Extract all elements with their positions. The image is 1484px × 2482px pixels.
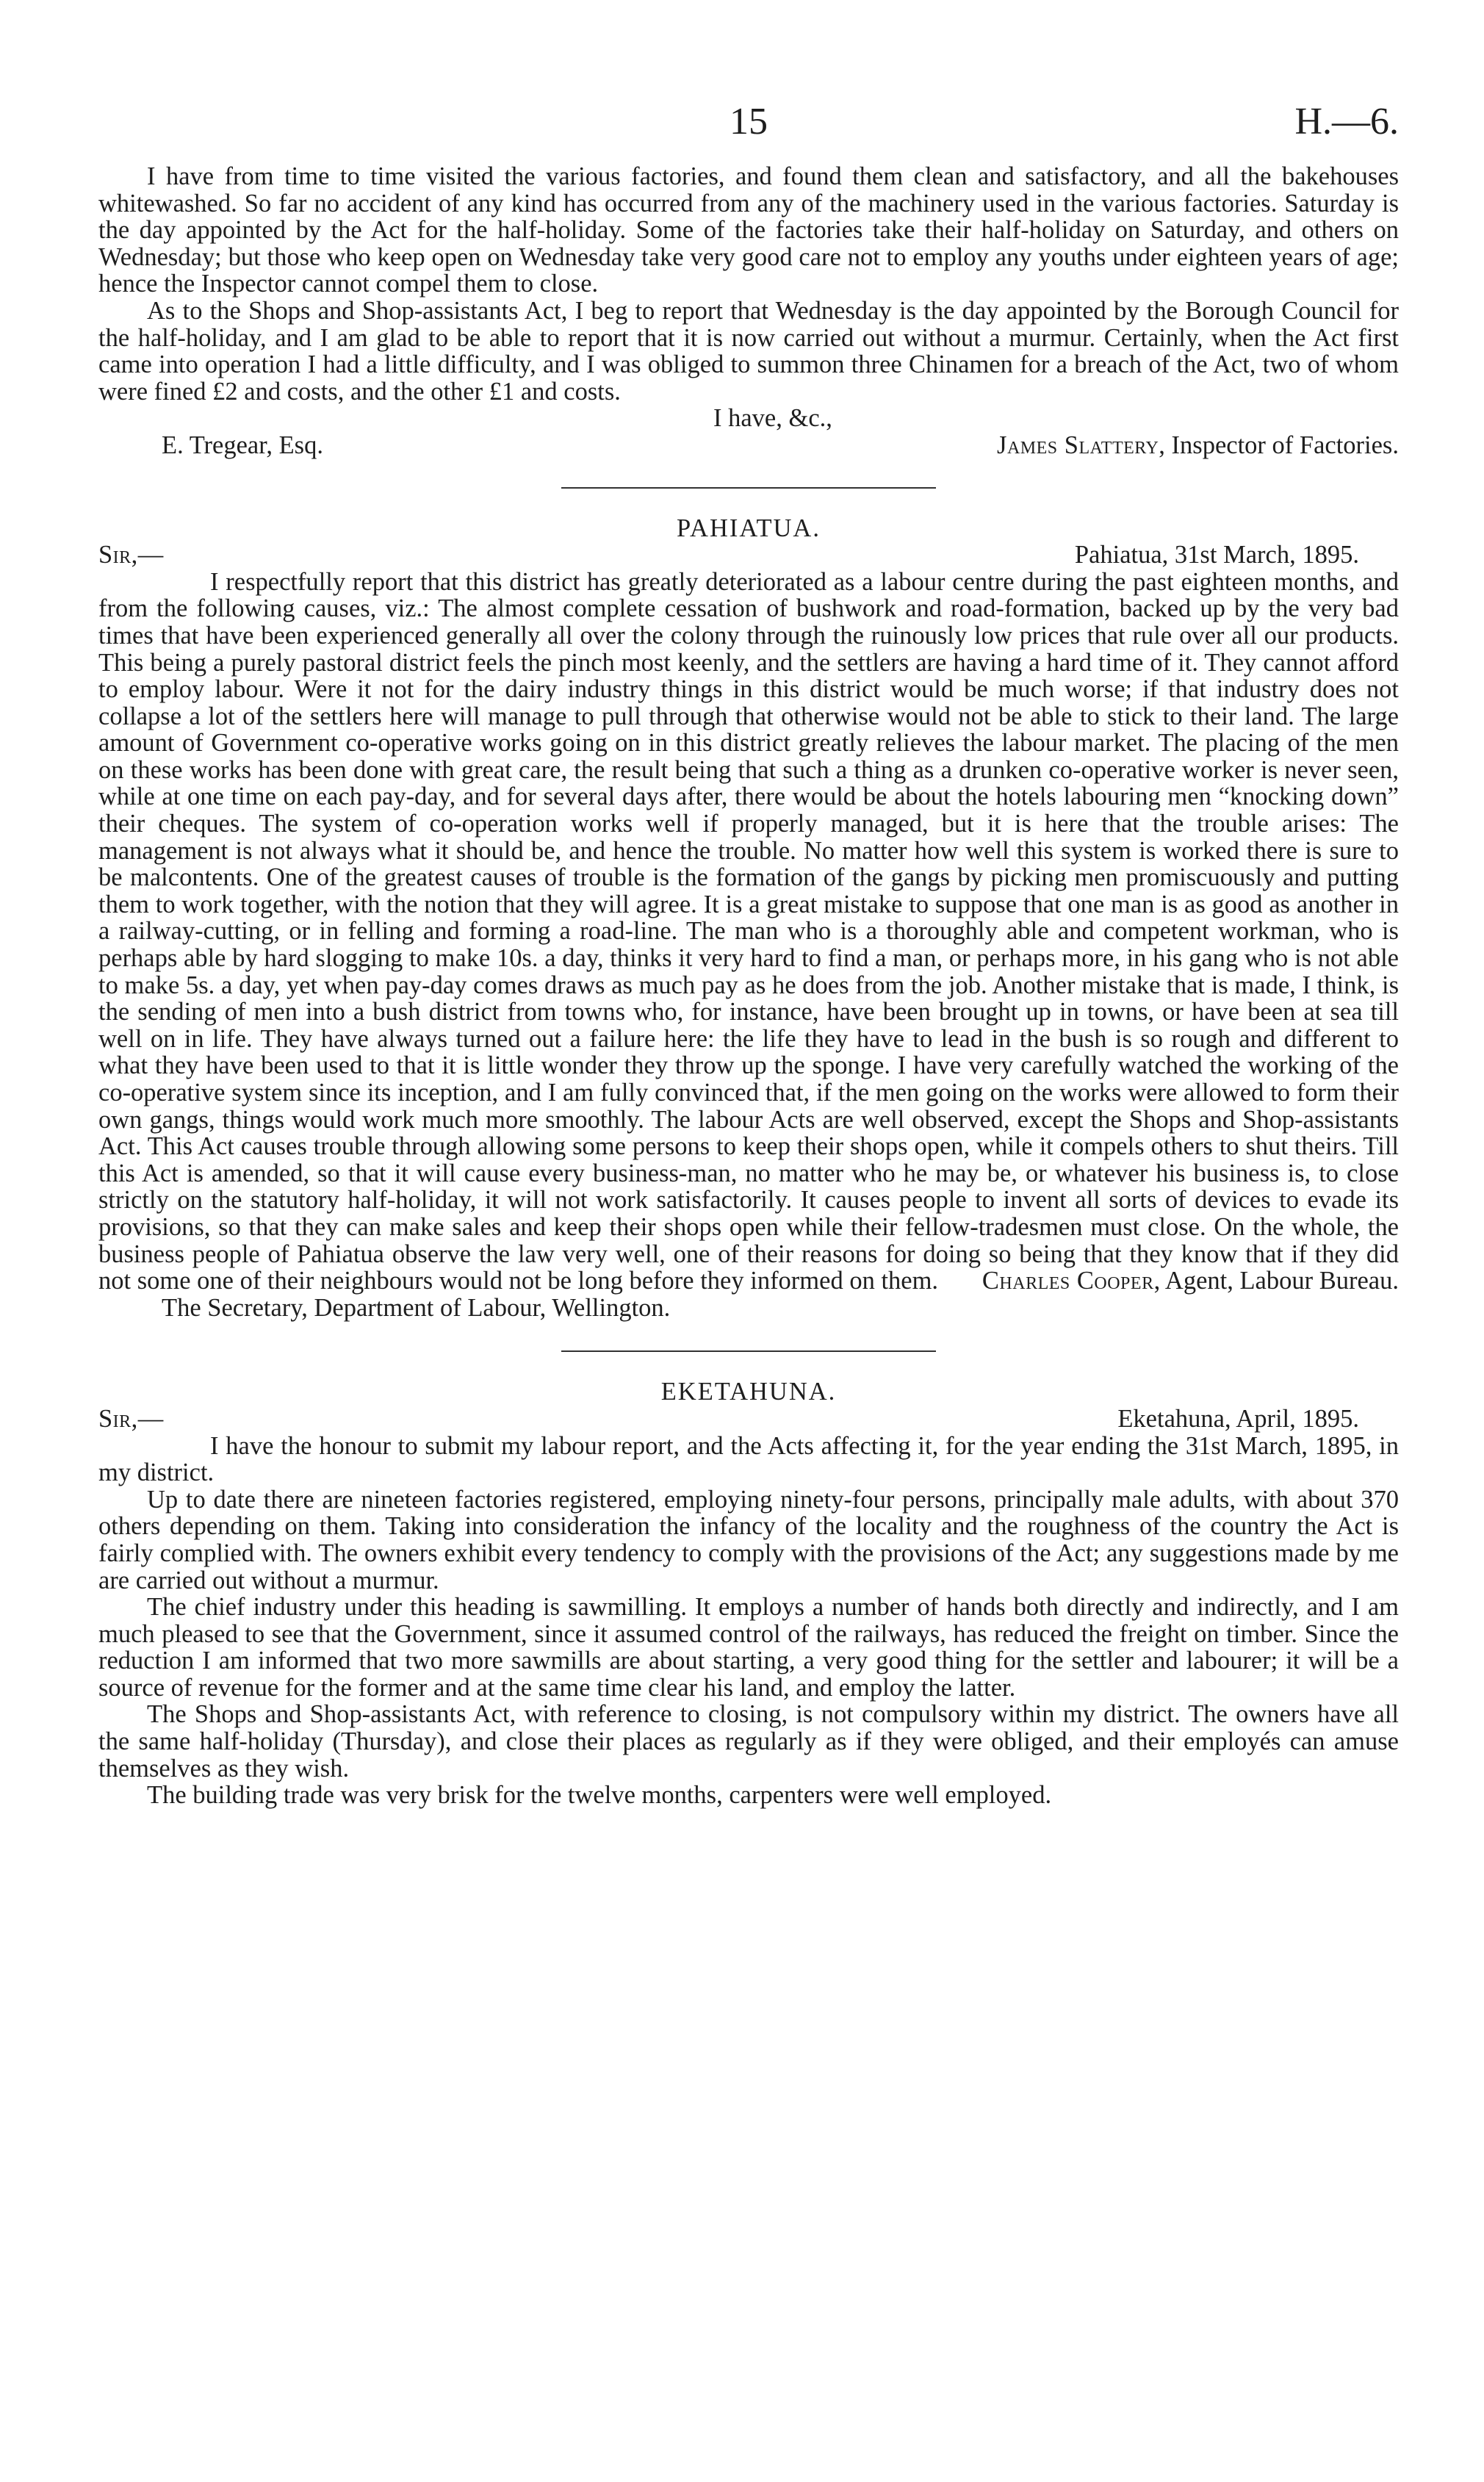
paragraph: I have the honour to submit my labour report, and the Acts affecting it, for the year ending the 31st March, 1895, in my district. xyxy=(98,1431,1399,1487)
letter-body: I respectfully report that this district has greatly deteriorated as a labour centre during the past eighteen months, and from the following causes, viz.: The almost complete cessation of bushwork and road-formation, backed up by the very bad times that have been experienced generally all over the colony through the ruinously low prices that rule over all our products. This being a purely pastoral district feels the pinch most keenly, and the settlers are having a hard time of it. They cannot afford to employ labour. Were it not for the dairy industry things in this district would be much worse; if that industry does not collapse a lot of the settlers here will manage to pull through that otherwise would not be able to stick to their land. The large amount of Government co-operative works going on in this district greatly relieves the labour market. The placing of the men on these works has been done with great care, the result being that such a thing as a drunken co-operative worker is never seen, while at one time on each pay-day, and for several days after, there would be about the hotels labouring men “knocking down” their cheques. The system of co-operation works well if properly managed, but it is here that the trouble arises: The management is not always what it should be, and hence the trouble. No matter how well this system is worked there is sure to be malcontents. One of the greatest causes of trouble is the formation of the gangs by picking men promiscuously and putting them to work together, with the notion that they will agree. It is a great mistake to suppose that one man is as good as another in a railway-cutting, or in felling and forming a road-line. The man who is a thoroughly able and competent workman, who is perhaps able by hard slogging to make 10s. a day, thinks it very hard to find a man, or perhaps more, in his gang who is not able to make 5s. a day, yet when pay-day comes draws as much pay as he does from the job. Another mistake that is made, I think, is the sending of men into a bush district from towns who, for instance, have been brought up in towns, or have been at sea till well on in life. They have always turned out a failure here: the life they have to lead in the bush is so rough and different to what they have been used to that it is little wonder they throw up the sponge. I have very carefully watched the working of the co-operative system since its inception, and I am fully convinced that, if the men going on the works were allowed to form their own gangs, things would work much more smoothly. The labour Acts are well observed, except the Shops and Shop-assistants Act. This Act causes trouble through allowing some persons to keep their shops open, while it compels others to shut theirs. Till this Act is amended, so that it will cause every business-man, no matter who he may be, or whatever his business is, to close strictly on the statutory half-holiday, it will not work satisfactorily. It causes people to invent all sorts of devices to evade its provisions, so that they can make sales and keep their shops open while their fellow-tradesmen must close. On the whole, the business people of Pahiatua observe the law very well, one of their reasons for doing so being that they know that if they did not some one of their neighbours would not be long before they informed on them. xyxy=(98,567,1399,1295)
closing-line xyxy=(98,405,1399,432)
salutation-line xyxy=(98,542,1399,569)
paragraph: As to the Shops and Shop-assistants Act, I beg to report that Wednesday is the day appointed by the Borough Council for the half-holiday, and I am glad to be able to report that it is now carried out without a murmur. Certainly, when the Act first came into operation I had a little difficulty, and I was obliged to summon three Chinamen for a breach of the Act, two of whom were fined £2 and costs, and the other £1 and costs. xyxy=(98,296,1399,406)
place-date: Eketahuna, April, 1895. xyxy=(1117,1404,1359,1433)
page-body xyxy=(98,163,1399,1809)
section-divider xyxy=(561,1350,936,1352)
paragraph: The building trade was very brisk for the twelve months, carpenters were well employed. xyxy=(147,1781,1052,1810)
page-header xyxy=(98,100,1399,144)
page-number: 15 xyxy=(730,101,768,143)
salutation-line xyxy=(98,1406,1399,1433)
section-title: PAHIATUA. xyxy=(677,514,821,542)
eketahuna-section xyxy=(98,1378,1399,1809)
signature-title: , Inspector of Factories. xyxy=(1159,431,1399,459)
paragraph: The Shops and Shop-assistants Act, with reference to closing, is not compulsory within my district. The owners have all the same half-holiday (Thursday), and close their places as regularly as if they were obliged, and their employés can amuse themselves as they wish. xyxy=(98,1700,1399,1783)
addressee: The Secretary, Department of Labour, Wellington. xyxy=(162,1293,671,1322)
signature-name: James Slattery xyxy=(997,431,1159,459)
salutation: Sir,— xyxy=(98,1404,164,1433)
place-date: Pahiatua, 31st March, 1895. xyxy=(1074,541,1359,569)
signature-line xyxy=(98,432,1399,459)
factories-report-section xyxy=(98,163,1399,459)
section-title: EKETAHUNA. xyxy=(660,1378,837,1406)
closing: I have, &c., xyxy=(713,404,832,433)
signature-title: , Agent, Labour Bureau. xyxy=(1153,1267,1399,1295)
signature xyxy=(982,1267,1399,1295)
document-reference: H.—6. xyxy=(1294,101,1399,143)
addressee-line xyxy=(98,1295,1399,1322)
section-divider xyxy=(561,487,936,489)
signature-line xyxy=(98,1267,1399,1295)
paragraph: The chief industry under this heading is sawmilling. It employs a number of hands both directly and indirectly, and I am much pleased to see that the Government, since it assumed control of the railways, has reduced the freight on timber. Since the reduction I am informed that two more sawmills are about starting, a very good thing for the settler and labourer; it will be a source of revenue for the former and at the same time clear his land, and employ the latter. xyxy=(98,1593,1399,1702)
addressee: E. Tregear, Esq. xyxy=(162,431,323,459)
salutation: Sir,— xyxy=(98,541,164,569)
signature xyxy=(997,432,1399,459)
signature-name: Charles Cooper xyxy=(981,1267,1154,1295)
paragraph: Up to date there are nineteen factories registered, employing ninety-four persons, principally male adults, with about 370 others depending on them. Taking into consideration the infancy of the locality and the roughness of the country the Act is fairly complied with. The owners exhibit every tendency to comply with the provisions of the Act; any suggestions made by me are carried out without a murmur. xyxy=(98,1485,1399,1594)
paragraph: I have from time to time visited the various factories, and found them clean and satisfactory, and all the bakehouses whitewashed. So far no accident of any kind has occurred from any of the machinery used in the various factories. Saturday is the day appointed by the Act for the half-holiday. Some of the factories take their half-holiday on Saturday, and others on Wednesday; but those who keep open on Wednesday take very good care not to employ any youths under eighteen years of age; hence the Inspector cannot compel them to close. xyxy=(98,162,1399,298)
pahiatua-section xyxy=(98,515,1399,1322)
